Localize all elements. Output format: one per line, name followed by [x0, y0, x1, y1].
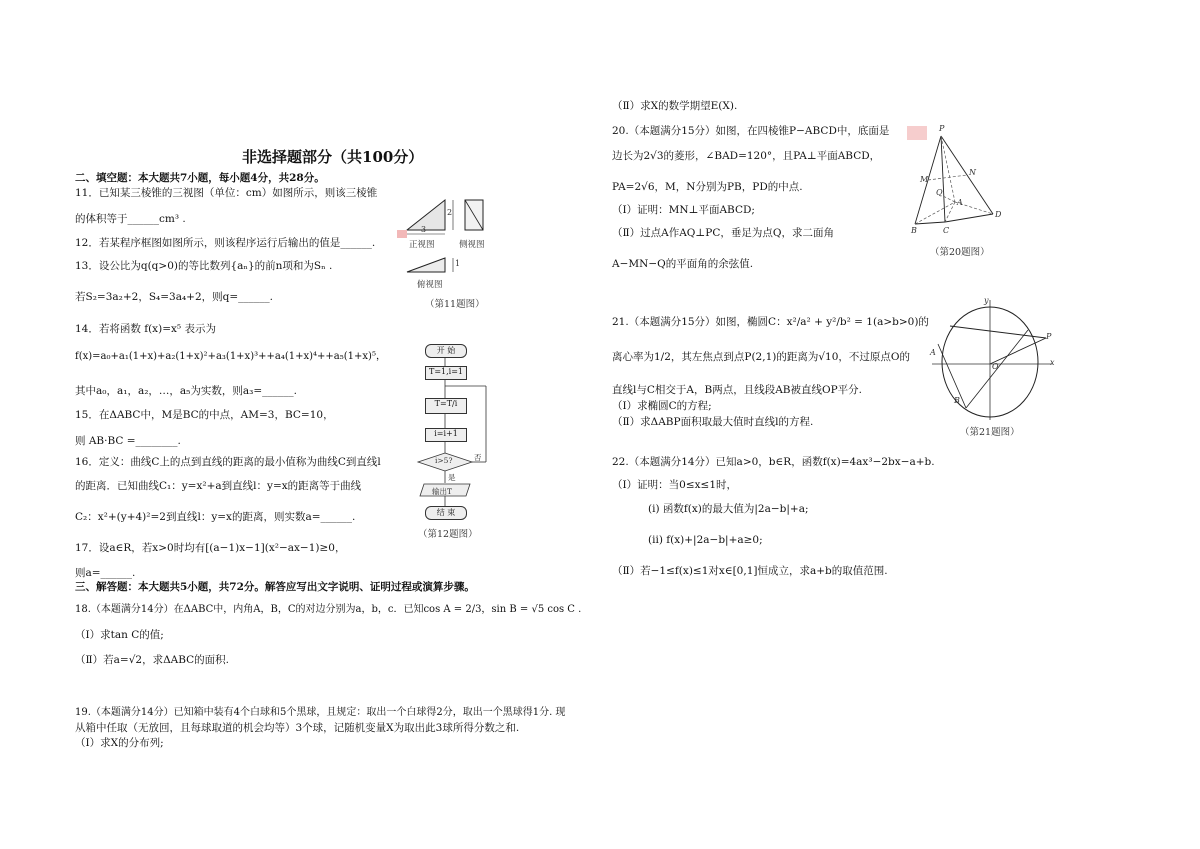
q13-line2: 若S₂=3a₂+2，S₄=3a₄+2，则q=______. — [75, 291, 274, 303]
label-D: D — [995, 210, 1002, 219]
figure-20 — [905, 124, 1010, 260]
axis-label-y: y — [984, 296, 989, 305]
q21-line4: （Ⅰ）求椭圆C的方程; — [612, 400, 712, 412]
q20-line1: 20.（本题满分15分）如图，在四棱锥P−ABCD中，底面是 — [612, 125, 890, 137]
q20-line4: （Ⅰ）证明：MN⊥平面ABCD; — [612, 204, 755, 216]
section-title: 非选择题部分（共100分） — [242, 148, 424, 166]
q17-line1: 17．设a∈R，若x>0时均有[(a−1)x−1](x²−ax−1)≥0， — [75, 542, 346, 554]
increment-box: i=i+1 — [425, 428, 467, 442]
q19-line4: （Ⅱ）求X的数学期望E(X). — [612, 100, 738, 112]
edge-CD — [945, 214, 993, 222]
q22-line1: 22.（本题满分14分）已知a>0，b∈R，函数f(x)=4ax³−2bx−a+b. — [612, 456, 935, 468]
fig20-caption: （第20题图） — [930, 247, 990, 258]
start-box: 开 始 — [425, 344, 467, 358]
top-view-label: 俯视图 — [417, 280, 443, 290]
figure-11 — [395, 192, 495, 312]
q22-line3: (i) 函数f(x)的最大值为|2a−b|+a; — [648, 503, 809, 515]
assign-box: T=T/i — [425, 398, 467, 414]
q21-line5: （Ⅱ）求ΔABP面积取最大值时直线l的方程. — [612, 416, 814, 428]
yes-label: 是 — [448, 473, 456, 482]
highlight-mark — [397, 230, 407, 238]
q22-line5: （Ⅱ）若−1≤f(x)≤1对x∈[0,1]恒成立，求a+b的取值范围. — [612, 565, 888, 577]
q21-line3: 直线l与C相交于A，B两点，且线段AB被直线OP平分. — [612, 384, 862, 396]
q20-line5: （Ⅱ）过点A作AQ⊥PC，垂足为点Q，求二面角 — [612, 227, 834, 239]
edge-BC — [915, 222, 945, 224]
q21-line2: 离心率为1/2，其左焦点到点P(2,1)的距离为√10，不过原点O的 — [612, 351, 911, 363]
q19-line3: （Ⅰ）求X的分布列; — [75, 737, 164, 749]
side-view-label: 侧视图 — [459, 240, 485, 250]
fig12-caption: （第12题图） — [418, 529, 478, 540]
front-view-label: 正视图 — [409, 240, 435, 250]
label-B: B — [954, 396, 960, 405]
top-view-shape — [407, 258, 445, 272]
fig11-dim2: 2 — [447, 208, 453, 217]
q22-line2: （Ⅰ）证明：当0≤x≤1时， — [612, 479, 738, 491]
line-l — [950, 326, 1046, 338]
fig21-caption: （第21题图） — [960, 427, 1020, 438]
segment-AC — [945, 202, 955, 222]
q13-line1: 13．设公比为q(q>0)的等比数列{aₙ}的前n项和为Sₙ . — [75, 260, 333, 272]
q19-line2: 从箱中任取（无放回，且每球取道的机会均等）3个球，记随机变量X为取出此3球所得分数之和. — [75, 722, 520, 734]
q15-line2: 则 AB·BC =________. — [75, 435, 181, 447]
q16-line1: 16．定义：曲线C上的点到直线的距离的最小值称为曲线C到直线l — [75, 456, 381, 468]
q15-line1: 15．在ΔABC中，M是BC的中点，AM=3，BC=10， — [75, 409, 334, 421]
figure-12 — [410, 340, 500, 545]
label-N: N — [969, 168, 976, 177]
q16-line3: C₂：x²+(y+4)²=2到直线l：y=x的距离，则实数a=______. — [75, 511, 356, 523]
segment-MN — [928, 175, 967, 180]
figure-21 — [928, 296, 1058, 441]
q22-line4: (ii) f(x)+|2a−b|+a≥0; — [648, 534, 763, 546]
q20-line6: A−MN−Q的平面角的余弦值. — [612, 258, 754, 270]
end-box: 结 束 — [425, 506, 467, 520]
q17-line2: 则a=______. — [75, 567, 136, 579]
q19-line1: 19.（本题满分14分）已知箱中装有4个白球和5个黑球，且规定：取出一个白球得2分，取出一个黑球得1分. 现 — [75, 707, 566, 718]
q16-line2: 的距离．已知曲线C₁：y=x²+a到直线l：y=x的距离等于曲线 — [75, 480, 362, 492]
q14-line2: f(x)=a₀+a₁(1+x)+a₂(1+x)²+a₃(1+x)³++a₄(1+x)⁴++a₅(1+x)⁵， — [75, 351, 386, 362]
label-M: M — [920, 175, 929, 184]
init-box: T=1,i=1 — [425, 366, 467, 380]
q21-line1: 21.（本题满分15分）如图，椭圆C：x²/a² + y²/b² = 1(a>b>0)的 — [612, 316, 929, 328]
label-A: A — [930, 348, 936, 357]
label-P: P — [1046, 332, 1052, 341]
three-view-drawing — [395, 192, 495, 312]
fig11-caption: （第11题图） — [425, 299, 485, 310]
label-B: B — [911, 226, 917, 235]
pyramid-drawing — [905, 124, 1010, 244]
part2-header: 二、填空题：本大题共7小题，每小题4分，共28分。 — [75, 172, 325, 184]
fig11-dim1: 1 — [455, 259, 461, 268]
no-label: 否 — [474, 453, 482, 462]
segment-AQ — [943, 196, 955, 202]
q14-line1: 14．若将函数 f(x)=x⁵ 表示为 — [75, 323, 216, 335]
label-Q: Q — [936, 188, 943, 197]
q14-line3: 其中a₀，a₁，a₂，…，a₅为实数，则a₃=______. — [75, 385, 297, 397]
edge-AB — [915, 202, 955, 224]
axis-label-x: x — [1050, 358, 1055, 367]
q20-line3: PA=2√6，M，N分别为PB，PD的中点. — [612, 181, 803, 193]
q12-text: 12．若某程序框图如图所示，则该程序运行后输出的值是______. — [75, 237, 376, 249]
q11-line1: 11．已知某三棱锥的三视图（单位：cm）如图所示，则该三棱锥 — [75, 187, 378, 199]
q20-line2: 边长为2√3的菱形，∠BAD=120°，且PA⊥平面ABCD， — [612, 150, 881, 162]
ellipse-drawing — [928, 296, 1058, 424]
output-label: 输出T — [432, 487, 453, 496]
q18-line2: （Ⅰ）求tan C的值; — [75, 629, 164, 641]
chord — [938, 344, 966, 408]
label-O: O — [992, 362, 999, 371]
label-A: A — [957, 198, 963, 207]
q11-line2: 的体积等于______cm³ . — [75, 213, 186, 225]
q18-line3: （Ⅱ）若a=√2，求ΔABC的面积. — [75, 654, 230, 666]
fig11-dim3: 3 — [421, 225, 427, 234]
q18-line1: 18.（本题满分14分）在ΔABC中，内角A，B，C的对边分别为a，b，c．已知cos A = 2/3，sin B = √5 cos C . — [75, 604, 582, 615]
label-C: C — [943, 226, 950, 235]
label-P: P — [939, 124, 945, 133]
part3-header: 三、解答题：本大题共5小题，共72分。解答应写出文字说明、证明过程或演算步骤。 — [75, 581, 475, 593]
condition-label: i>5? — [435, 456, 453, 465]
